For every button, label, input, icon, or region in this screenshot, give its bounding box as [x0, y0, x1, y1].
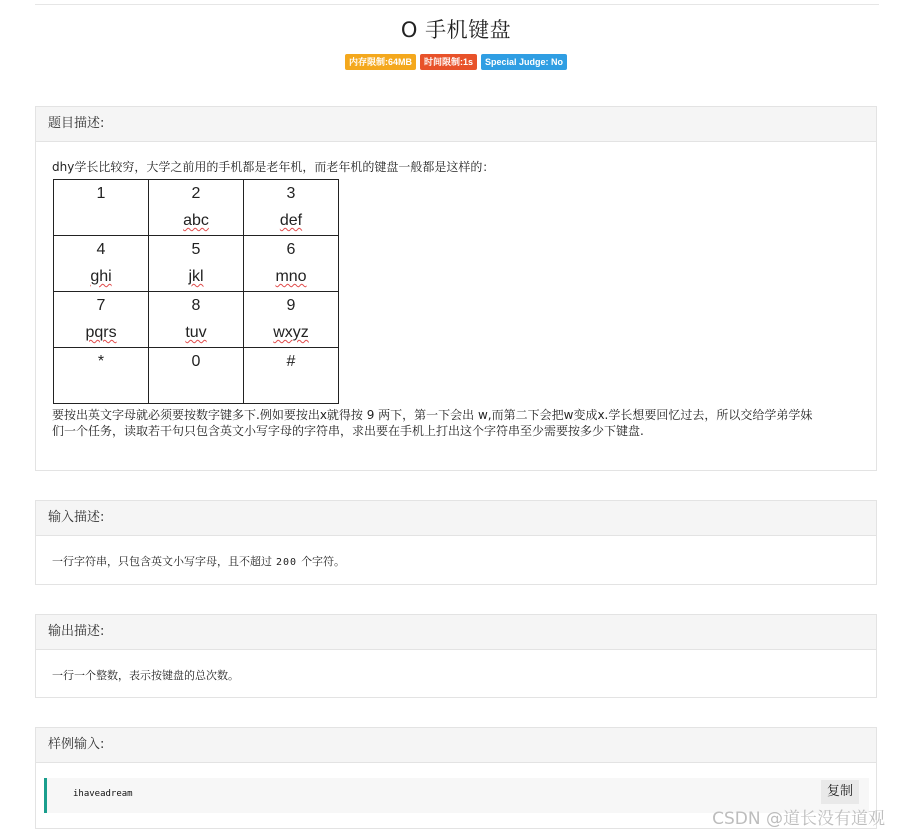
keypad-key-letters-text: wxyz [273, 324, 309, 341]
input-text-after: 个字符。 [301, 555, 346, 568]
keypad-key-letters [149, 207, 243, 234]
description-header: 题目描述: [36, 107, 876, 142]
memory-limit-badge: 内存限制:64MB [345, 54, 416, 70]
keypad-key-letters-text: tuv [185, 324, 207, 341]
input-header: 输入描述: [36, 501, 876, 536]
description-intro: dhy学长比较穷，大学之前用的手机都是老年机，而老年机的键盘一般都是这样的： [52, 160, 495, 174]
input-number: 200 [276, 557, 298, 568]
sample-input-header: 样例输入: [36, 728, 876, 763]
keypad-key-number: 5 [191, 241, 201, 258]
keypad-row [54, 292, 339, 348]
top-divider [35, 4, 879, 5]
keypad-key [149, 236, 244, 292]
keypad-key-letters [244, 263, 338, 290]
special-judge-badge: Special Judge: No [481, 54, 567, 70]
keypad-key-letters [244, 319, 338, 346]
keypad-key [54, 348, 149, 404]
output-panel [35, 614, 877, 698]
copy-button[interactable]: 复制 [821, 780, 859, 804]
keypad-key [244, 292, 339, 348]
limit-badges [0, 54, 901, 70]
keypad-key-number: 8 [191, 297, 201, 314]
keypad-row [54, 236, 339, 292]
keypad-key-letters [149, 263, 243, 290]
keypad-table [53, 179, 339, 404]
keypad-key [244, 236, 339, 292]
keypad-key-number: 2 [191, 185, 201, 202]
keypad-key [244, 348, 339, 404]
output-description: 一行一个整数，表示按键盘的总次数。 [52, 669, 239, 682]
csdn-watermark: CSDN @道长没有道观 [712, 809, 885, 829]
description-details [52, 407, 862, 439]
keypad-key-letters [54, 263, 148, 290]
keypad-key-number: # [286, 353, 296, 370]
keypad-key-letters-text: pqrs [85, 324, 117, 341]
keypad-key [149, 292, 244, 348]
keypad-key [54, 292, 149, 348]
keypad-key-letters [149, 319, 243, 346]
description-details-line1: 要按出英文字母就必须要按数字键多下.例如要按出x就得按 9 两下，第一下会出 w,而第二下会把w变成x.学长想要回忆过去，所以交给学弟学妹 [52, 408, 813, 422]
keypad-key-number: 7 [96, 297, 106, 314]
keypad-key-letters-text: def [279, 212, 303, 229]
keypad-key [244, 180, 339, 236]
keypad-key [54, 236, 149, 292]
input-description [52, 553, 345, 569]
input-panel [35, 500, 877, 585]
keypad-key-letters-text: mno [275, 268, 307, 285]
keypad-key-number: 1 [96, 185, 106, 202]
keypad-key-number: 6 [286, 241, 296, 258]
keypad-key-letters-text: abc [183, 212, 209, 229]
keypad-key-number: 9 [286, 297, 296, 314]
keypad-key-number: 3 [286, 185, 296, 202]
keypad-key-number: * [97, 353, 105, 370]
keypad-row [54, 348, 339, 404]
description-panel [35, 106, 877, 471]
keypad-key-number: 0 [191, 353, 201, 370]
keypad-row [54, 180, 339, 236]
description-details-line2: 们一个任务，读取若干句只包含英文小写字母的字符串，求出要在手机上打出这个字符串至少需要按多少下键盘. [52, 424, 644, 438]
time-limit-badge: 时间限制:1s [420, 54, 477, 70]
keypad-key [149, 180, 244, 236]
keypad-key-letters-text: jkl [188, 268, 204, 285]
input-text-before: 一行字符串，只包含英文小写字母，且不超过 [52, 555, 272, 568]
keypad-key [149, 348, 244, 404]
problem-title: O 手机键盘 [400, 18, 512, 42]
keypad-key-letters-text: ghi [90, 268, 112, 285]
sample-input-value[interactable]: ihaveadream [73, 789, 133, 799]
keypad-key-number: 4 [96, 241, 106, 258]
output-header: 输出描述: [36, 615, 876, 650]
keypad-key-letters [54, 319, 148, 346]
keypad-key-letters [244, 207, 338, 234]
keypad-key [54, 180, 149, 236]
